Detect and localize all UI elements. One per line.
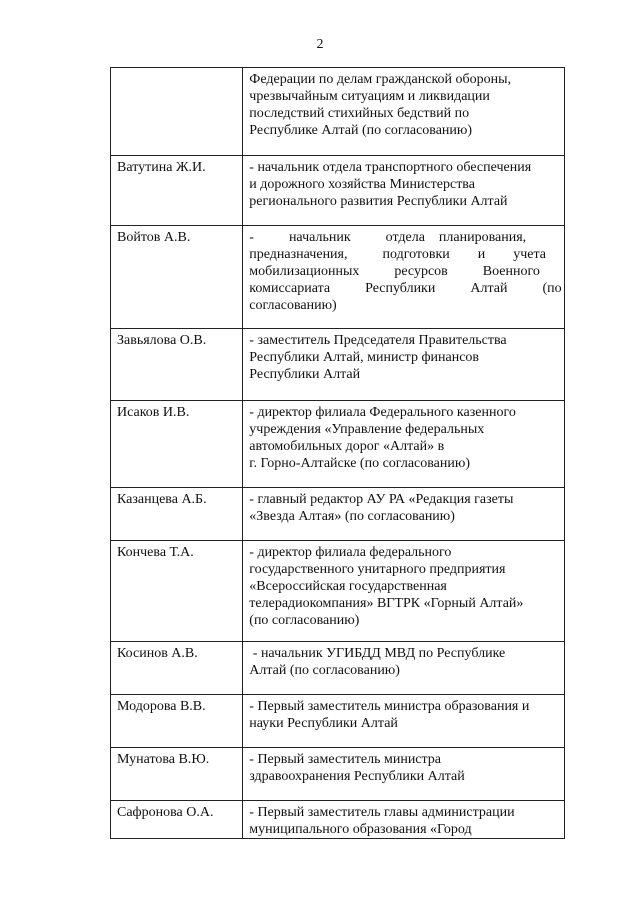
position-line: Республики Алтай, министр финансов (249, 350, 480, 365)
position-line: - Первый заместитель министра образования и (249, 699, 530, 714)
position-line: мобилизационных ресурсов Военного (249, 264, 540, 279)
position-line: автомобильных дорог «Алтай» в (249, 439, 445, 454)
table-row (111, 695, 565, 748)
position-line: - главный редактор АУ РА «Редакция газеты (249, 492, 514, 507)
position-line: Федерации по делам гражданской обороны, (249, 72, 512, 87)
position-line: муниципального образования «Город (249, 822, 472, 837)
table-row (111, 329, 565, 401)
position-line: г. Горно-Алтайске (по согласованию) (249, 456, 470, 471)
page-number: 2 (316, 37, 324, 52)
position-line: регионального развития Республики Алтай (249, 194, 508, 209)
position-line: государственного унитарного предприятия (249, 562, 506, 577)
position-line: - начальник отдела планирования, (249, 230, 527, 245)
position-line: - начальник отдела транспортного обеспечения (249, 160, 532, 175)
member-name: Косинов А.В. (111, 642, 243, 695)
member-name: Завьялова О.В. (111, 329, 243, 401)
member-name (111, 68, 243, 156)
member-position (243, 401, 565, 488)
member-name: Кончева Т.А. (111, 541, 243, 642)
position-line: Алтай (по согласованию) (249, 663, 400, 678)
position-line: согласованию) (249, 298, 337, 313)
member-position (243, 68, 565, 156)
member-name: Исаков И.В. (111, 401, 243, 488)
position-line: - начальник УГИБДД МВД по Республике (249, 646, 506, 661)
member-position (243, 748, 565, 801)
table-row (111, 226, 565, 329)
member-position (243, 541, 565, 642)
position-line: науки Республики Алтай (249, 716, 398, 731)
table-row (111, 801, 565, 839)
position-line: учреждения «Управление федеральных (249, 422, 485, 437)
member-name: Войтов А.В. (111, 226, 243, 329)
table-row (111, 541, 565, 642)
position-line: телерадиокомпания» ВГТРК «Горный Алтай» (249, 596, 524, 611)
position-line: последствий стихийных бедствий по (249, 106, 470, 121)
member-position (243, 156, 565, 226)
table-row (111, 156, 565, 226)
position-line: Республике Алтай (по согласованию) (249, 123, 473, 138)
position-line: (по согласованию) (249, 613, 360, 628)
member-name: Модорова В.В. (111, 695, 243, 748)
member-position (243, 488, 565, 541)
table-row (111, 642, 565, 695)
position-line: «Звезда Алтая» (по согласованию) (249, 509, 455, 524)
position-line: комиссариата Республики Алтай (по (249, 281, 562, 296)
position-line: чрезвычайным ситуациям и ликвидации (249, 89, 490, 104)
position-line: - директор филиала федерального (249, 545, 452, 560)
position-line: предназначения, подготовки и учета (249, 247, 546, 262)
member-position (243, 801, 565, 839)
member-position (243, 329, 565, 401)
member-position (243, 642, 565, 695)
position-line: Республики Алтай (249, 367, 361, 382)
position-line: здравоохранения Республики Алтай (249, 769, 465, 784)
position-line: - Первый заместитель главы администрации (249, 805, 515, 820)
member-name: Сафронова О.А. (111, 801, 243, 839)
member-name: Казанцева А.Б. (111, 488, 243, 541)
table-row (111, 68, 565, 156)
member-name: Мунатова В.Ю. (111, 748, 243, 801)
position-line: и дорожного хозяйства Министерства (249, 177, 475, 192)
table-row (111, 748, 565, 801)
position-line: «Всероссийская государственная (249, 579, 447, 594)
position-line: - заместитель Председателя Правительства (249, 333, 507, 348)
member-position (243, 695, 565, 748)
member-name: Ватутина Ж.И. (111, 156, 243, 226)
table-row (111, 401, 565, 488)
position-line: - Первый заместитель министра (249, 752, 442, 767)
member-position (243, 226, 565, 329)
position-line: - директор филиала Федерального казенного (249, 405, 516, 420)
commission-members-table (110, 67, 565, 839)
table-row (111, 488, 565, 541)
